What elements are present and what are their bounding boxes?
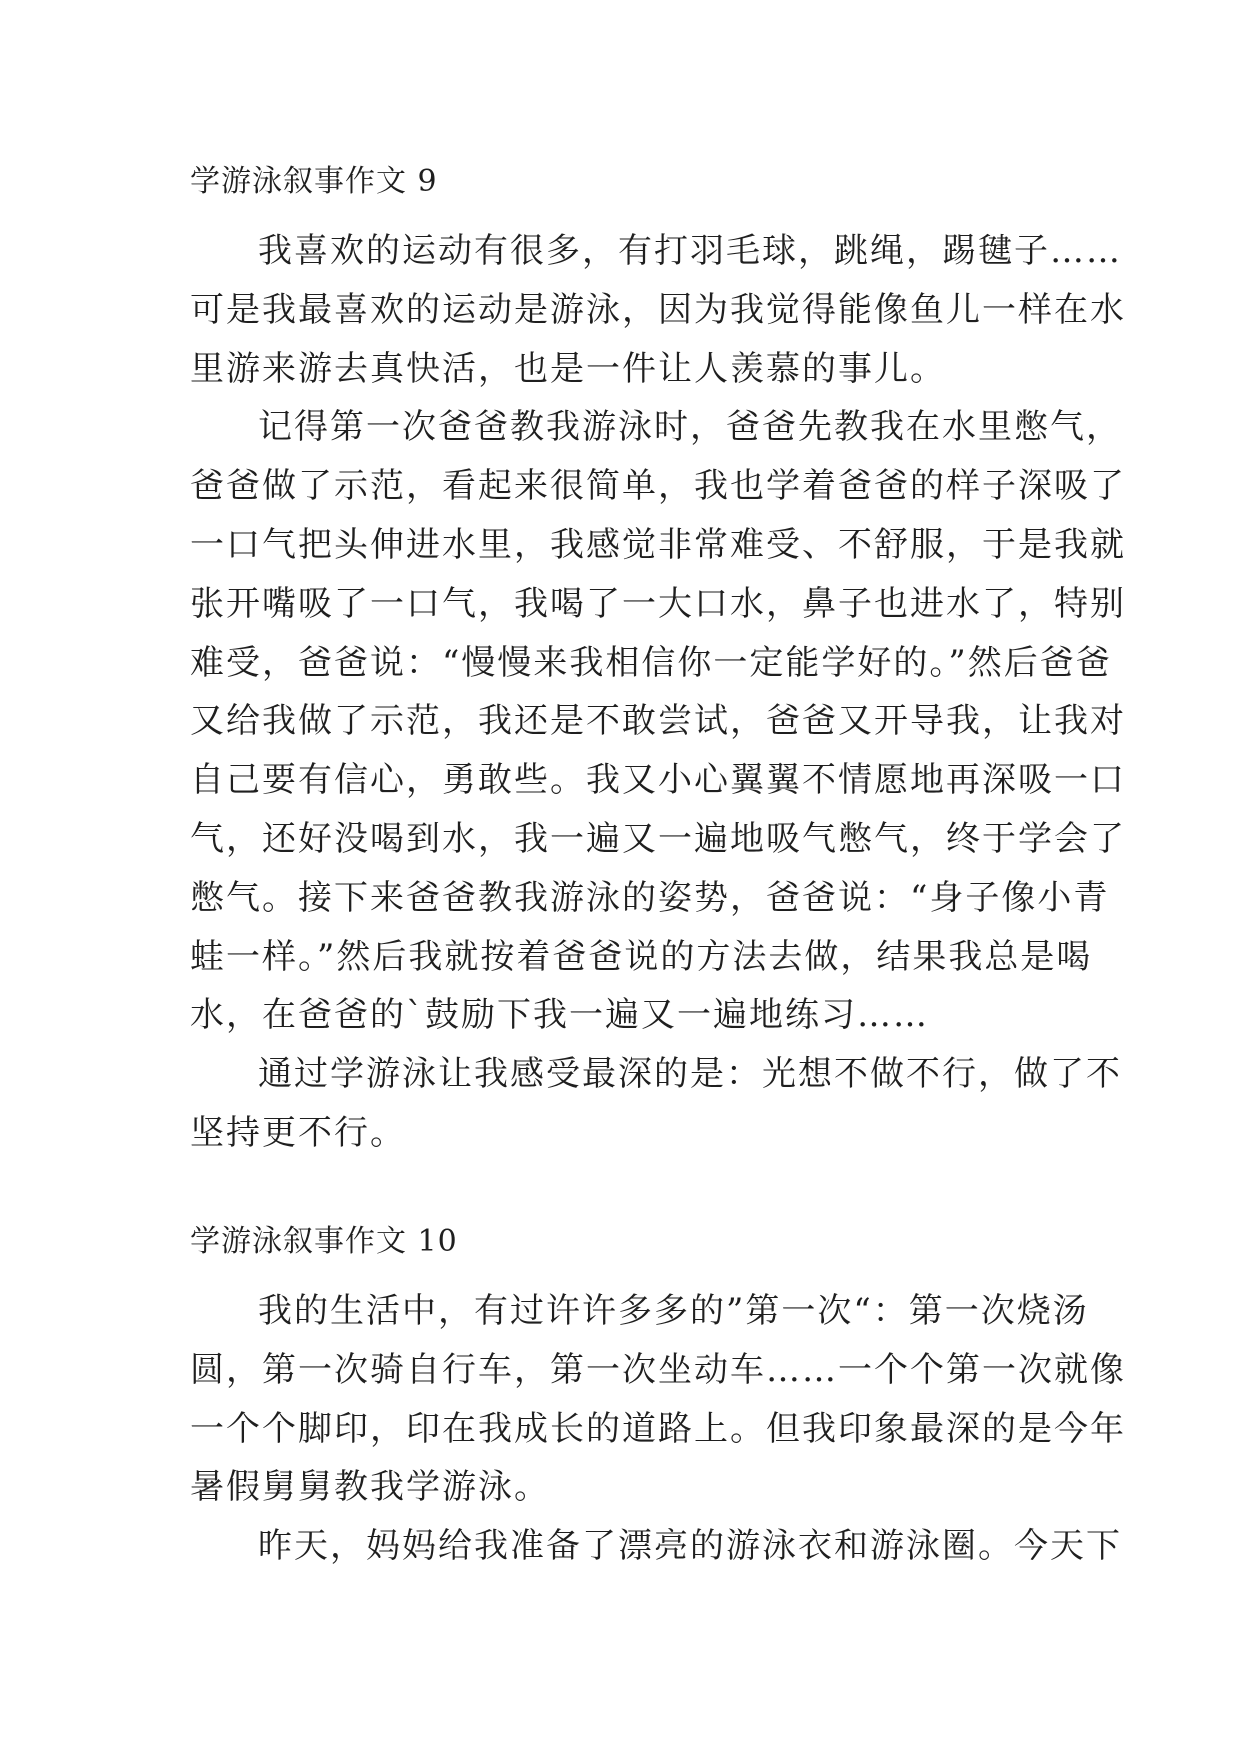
- body-line: 气，还好没喝到水，我一遍又一遍地吸气憋气，终于学会了: [190, 818, 1126, 859]
- body-line: 里游来游去真快活，也是一件让人羡慕的事儿。: [190, 348, 946, 389]
- essay-9-title: 学游泳叙事作文 9: [190, 164, 438, 199]
- body-line: 可是我最喜欢的运动是游泳，因为我觉得能像鱼儿一样在水: [190, 289, 1126, 330]
- essay-9-body: [190, 222, 1126, 1163]
- body-line: 记得第一次爸爸教我游泳时，爸爸先教我在水里憋气，: [258, 407, 1122, 448]
- body-line: 水，在爸爸的`鼓励下我一遍又一遍地练习……: [190, 995, 929, 1036]
- body-line: 自己要有信心，勇敢些。我又小心翼翼不情愿地再深吸一口: [190, 760, 1126, 801]
- body-line: 难受，爸爸说：“慢慢来我相信你一定能学好的。”然后爸爸: [190, 642, 1112, 683]
- body-line: 我的生活中，有过许许多多的”第一次“：第一次烧汤: [258, 1291, 1089, 1331]
- body-line: 昨天，妈妈给我准备了漂亮的游泳衣和游泳圈。今天下: [258, 1526, 1122, 1567]
- body-line: 我喜欢的运动有很多，有打羽毛球，跳绳，踢毽子……: [258, 231, 1122, 271]
- body-line: 一口气把头伸进水里，我感觉非常难受、不舒服，于是我就: [190, 524, 1126, 565]
- body-line: 圆，第一次骑自行车，第一次坐动车……一个个第一次就像: [190, 1349, 1126, 1390]
- essay-10-body: [190, 1282, 1126, 1576]
- body-line: 又给我做了示范，我还是不敢尝试，爸爸又开导我，让我对: [190, 701, 1126, 742]
- essay-9-section: [190, 162, 1126, 1163]
- body-line: 憋气。接下来爸爸教我游泳的姿势，爸爸说：“身子像小青: [190, 877, 1110, 918]
- body-line: 爸爸做了示范，看起来很简单，我也学着爸爸的样子深吸了: [190, 466, 1126, 507]
- essay-10-section: [190, 1222, 1126, 1576]
- body-line: 通过学游泳让我感受最深的是：光想不做不行，做了不: [258, 1054, 1122, 1095]
- body-line: 暑假舅舅教我学游泳。: [190, 1467, 550, 1508]
- essay-10-title: 学游泳叙事作文 10: [190, 1224, 458, 1259]
- body-line: 坚持更不行。: [190, 1112, 406, 1153]
- body-line: 蛙一样。”然后我就按着爸爸说的方法去做，结果我总是喝: [190, 936, 1093, 977]
- body-line: 张开嘴吸了一口气，我喝了一大口水，鼻子也进水了，特别: [190, 583, 1126, 624]
- body-line: 一个个脚印，印在我成长的道路上。但我印象最深的是今年: [190, 1408, 1126, 1449]
